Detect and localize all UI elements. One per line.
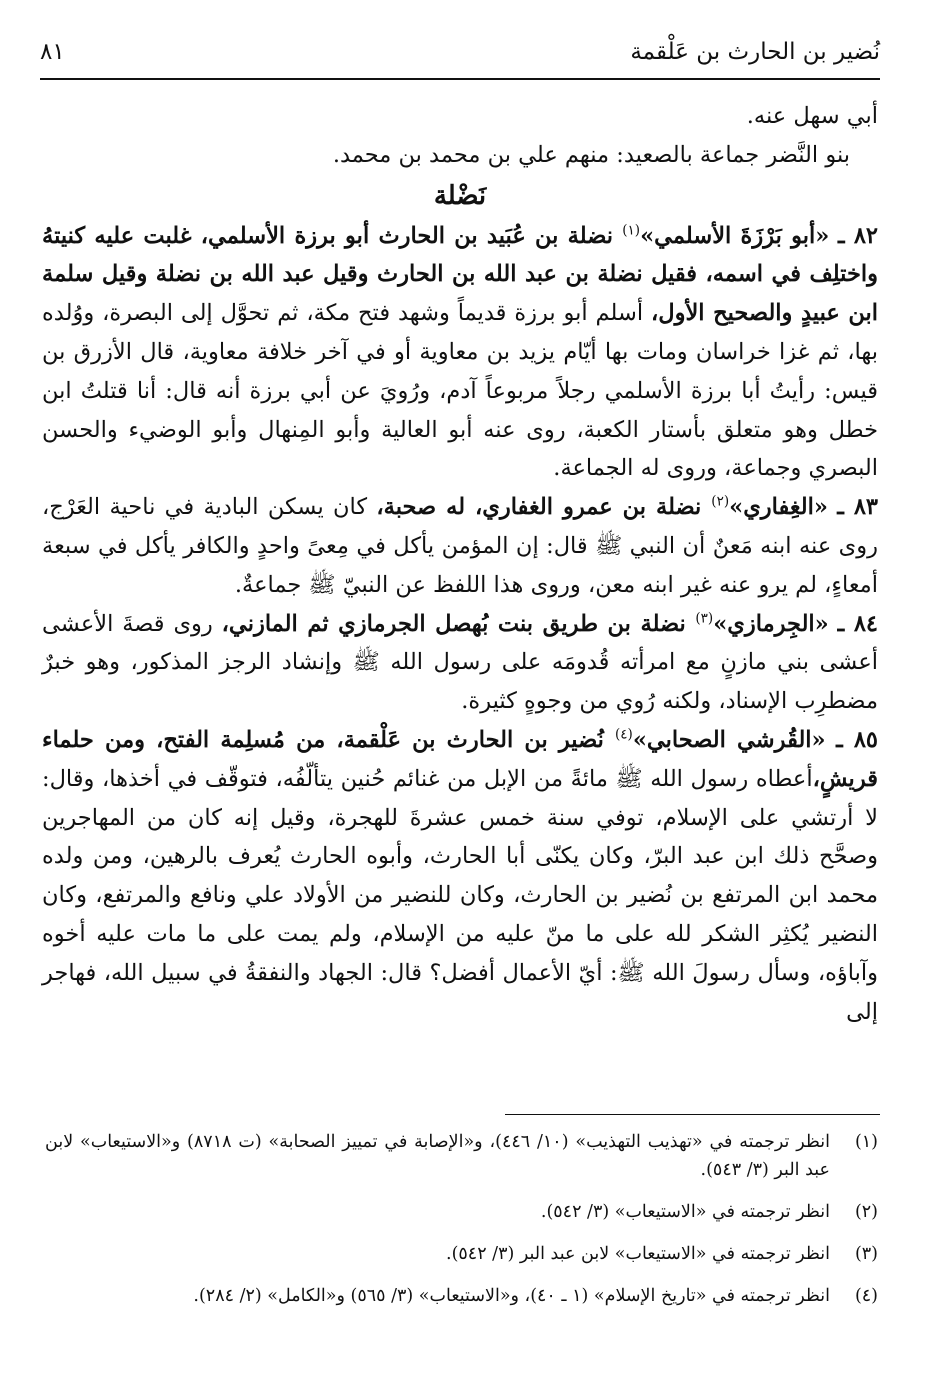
main-text — [42, 97, 878, 1031]
footnote-4 — [45, 1282, 878, 1310]
entry-name: «الغِفاري» — [729, 494, 828, 521]
entry-85 — [42, 721, 878, 1031]
footnote-text: انظر ترجمته في «الاستيعاب» (٣/ ٥٤٢). — [540, 1202, 830, 1222]
entry-84 — [42, 605, 878, 721]
footnote-marker[interactable]: (٢) — [711, 493, 730, 510]
entry-text: كان يسكن البادية في ناحية العَرْج، روى عنه ابنه مَعنٌ أن النبي ﷺ قال: إن المؤمن يأكل في مِعىً واحدٍ والكافر يأكل في سبعة أمعاءٍ، لم يرو عنه غير ابنه معن، وروى هذا اللفظ عن النبيّ ﷺ جماعةٌ. — [42, 494, 878, 598]
continued-line: أبي سهل عنه. — [746, 103, 878, 129]
footnote-rule — [505, 1114, 880, 1115]
entry-name: «أبو بَرْزَةَ الأسلمي» — [640, 222, 830, 249]
footnote-text: انظر ترجمته في «الاستيعاب» لابن عبد البر (٣/ ٥٤٢). — [446, 1244, 830, 1264]
footnote-1 — [45, 1128, 878, 1184]
entry-bold-text: نُضير بن الحارث بن عَلْقمة، من مُسلِمة الفتح، ومن حلماء قريشٍ، — [42, 726, 878, 792]
footnote-2 — [45, 1198, 878, 1226]
entry-bold-text: نضلة بن عُبَيد بن الحارث أبو برزة الأسلمي، غلبت عليه كنيتهُ واختلِف في اسمه، فقيل نضلة بن عبد الله بن الحارث وقيل عبد الله بن نضلة وقيل سلمة ابن عبيدٍ والصحيح الأول، — [42, 222, 878, 327]
page-number: ٨١ — [40, 39, 65, 65]
entry-bold-text: نضلة بن عمرو الغفاري، له صحبة، — [376, 494, 712, 521]
header-rule — [40, 78, 880, 80]
footnote-number: (١) — [854, 1132, 878, 1152]
footnotes — [45, 1128, 878, 1324]
entry-text: أعطاه رسول الله ﷺ مائةً من الإبل من غنائم حُنين يتألّفُه، فتوقّف في أخذها، وقال: لا أرتشي على الإسلام، توفي سنة خمس عشرةَ للهجرة، وقيل إنه كان من المهاجرين وصحَّح ذلك ابن عبد البرّ، وكان يكنّى أبا الحارث، وأبوه الحارث يُعرف بالرهين، ومن ولده محمد ابن المرتفع بن نُضير بن الحارث، وكان للنضير من الأولاد علي ونافع والمرتفع، وكان النضير يُكثِر الشكر لله على ما منّ عليه من الإسلام، ولم يمت على ما مات عليه أخوه وآباؤه، وسأل رسولَ الله ﷺ: أيّ الأعمال أفضل؟ قال: الجهاد والنفقةُ في سبيل الله، فهاجر إلى — [42, 765, 878, 1025]
footnote-number: (٣) — [854, 1244, 878, 1264]
footnote-marker[interactable]: (٤) — [615, 726, 633, 743]
entry-text: روى قصةَ الأعشى أعشى بني مازنٍ مع امرأته قُدومَه على رسول الله ﷺ وإنشاد الرجز المذكور، وهو خبرٌ مضطرِب الإسناد، ولكنه رُوي من وجوهٍ كثيرة. — [42, 610, 878, 715]
entry-name: «القُرشي الصحابي» — [632, 726, 826, 753]
entry-number: ٨٤ ـ — [837, 610, 878, 637]
entry-number: ٨٣ ـ — [837, 494, 878, 521]
running-title: نُضير بن الحارث بن عَلْقمة — [630, 39, 880, 65]
entry-text: أسلم أبو برزة قديماً وشهد فتح مكة، ثم تحوَّل إلى البصرة، ووُلده بها، ثم غزا خراسان ومات بها أيّام يزيد بن معاوية أو في آخر خلافة معاوية، قال الأزرق بن قيس: رأيتُ أبا برزة الأسلمي رجلاً مربوعاً آدم، ورُويَ عن أبي برزة أنه قال: أنا قتلتُ ابن خطل وهو متعلق بأستار الكعبة، روى عنه أبو العالية وأبو المِنهال وأبو الوضيء والحسن البصري وجماعة، وروى له الجماعة. — [42, 300, 878, 482]
entry-number: ٨٢ ـ — [837, 222, 878, 249]
entry-number: ٨٥ ـ — [836, 726, 878, 753]
running-head — [40, 30, 880, 74]
footnote-text: انظر ترجمته في «تهذيب التهذيب» (١٠/ ٤٤٦)، و«الإصابة في تمييز الصحابة» (ت ٨٧١٨) و«الاستيعاب» لابن عبد البر (٣/ ٥٤٣). — [45, 1132, 830, 1180]
footnote-number: (٢) — [854, 1202, 878, 1222]
footnote-marker[interactable]: (١) — [622, 222, 641, 239]
entry-82 — [42, 217, 878, 489]
entry-83 — [42, 488, 878, 604]
footnote-marker[interactable]: (٣) — [695, 610, 714, 627]
entry-name: «الجِرمازي» — [713, 610, 829, 637]
paragraph-bani-nadr: بنو النَّضر جماعة بالصعيد: منهم علي بن محمد بن محمد. — [332, 141, 850, 168]
footnote-3 — [45, 1240, 878, 1268]
entry-bold-text: نضلة بن طريق بنت بُهصل الجرمازي ثم المازني، — [221, 610, 696, 637]
footnote-text: انظر ترجمته في «تاريخ الإسلام» (١ ـ ٤٠)، و«الاستيعاب» (٣/ ٥٦٥) و«الكامل» (٢/ ٢٨٤). — [193, 1286, 830, 1306]
section-heading: نَضْلة — [433, 180, 487, 211]
footnote-number: (٤) — [854, 1286, 878, 1306]
